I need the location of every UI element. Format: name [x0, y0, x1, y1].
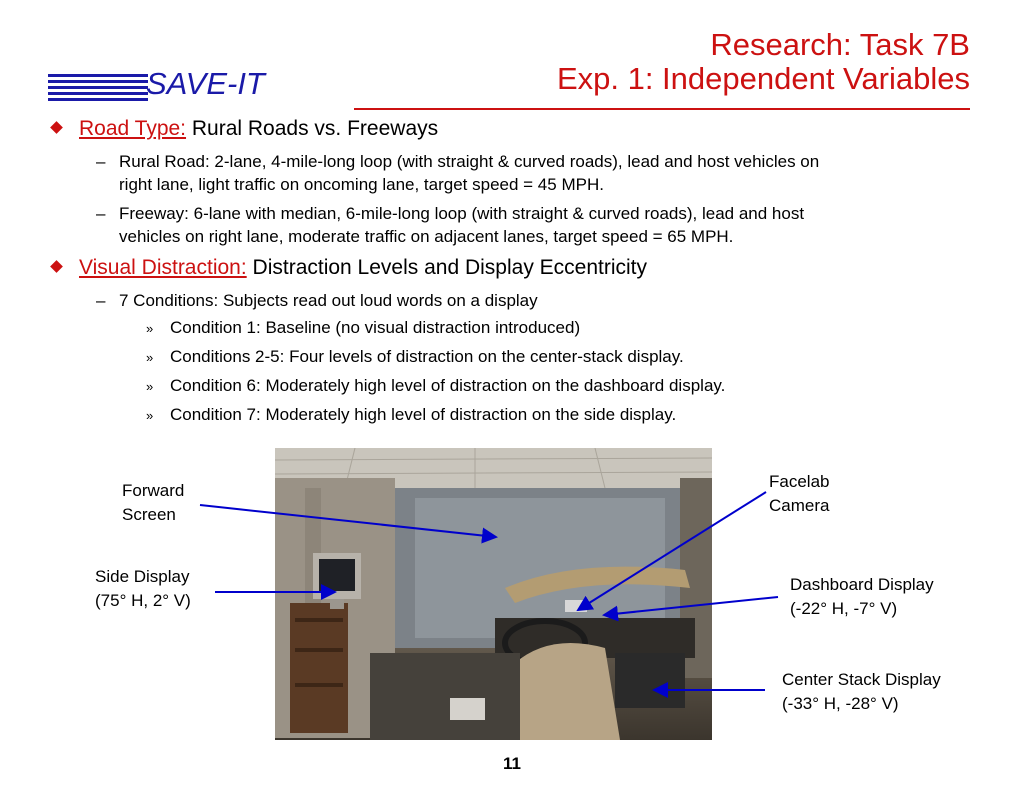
chevron-bullet-icon: »	[146, 408, 154, 423]
label-line: (75° H, 2° V)	[95, 591, 191, 610]
facelab-camera-arrow	[578, 492, 766, 610]
label-side-display	[95, 565, 191, 613]
label-line: Side Display	[95, 567, 190, 586]
label-forward-screen	[122, 479, 184, 527]
dash-bullet-icon: –	[96, 291, 106, 310]
dashboard-display-arrow	[604, 597, 778, 615]
label-facelab-camera	[769, 470, 829, 518]
chevron-bullet-icon: »	[146, 350, 154, 365]
label-line: Facelab	[769, 472, 830, 491]
label-line: Camera	[769, 496, 830, 515]
bullet-category: Visual Distraction:	[79, 256, 247, 279]
label-center-stack-display	[782, 668, 941, 716]
chevron-bullet-icon: »	[146, 379, 154, 394]
condition-text: Conditions 2-5: Four levels of distraction on the center-stack display.	[170, 347, 684, 366]
label-line: (-33° H, -28° V)	[782, 694, 899, 713]
bullet-text: Distraction Levels and Display Eccentricity	[252, 256, 648, 279]
sub-bullet-line: right lane, light traffic on oncoming lane, target speed = 45 MPH.	[119, 175, 604, 194]
logo-text: SAVE-IT	[146, 66, 265, 101]
title-line-2: Exp. 1: Independent Variables	[556, 61, 970, 96]
label-line: (-22° H, -7° V)	[790, 599, 898, 618]
dash-bullet-icon: –	[96, 204, 106, 223]
sub-bullet-line: 7 Conditions: Subjects read out loud words on a display	[119, 291, 538, 310]
page-number: 11	[503, 754, 521, 773]
condition-text: Condition 7: Moderately high level of distraction on the side display.	[170, 405, 677, 424]
forward-screen-arrow	[200, 505, 496, 537]
dash-bullet-icon: –	[96, 152, 106, 171]
condition-text: Condition 6: Moderately high level of distraction on the dashboard display.	[170, 376, 726, 395]
label-dashboard-display	[790, 573, 934, 621]
bullet-category: Road Type:	[79, 117, 187, 140]
sub-bullet-line: vehicles on right lane, moderate traffic on adjacent lanes, target speed = 65 MPH.	[119, 227, 734, 246]
label-line: Forward	[122, 481, 185, 500]
sub-bullet-line: Freeway: 6-lane with median, 6-mile-long loop (with straight & curved roads), lead and host	[119, 204, 805, 223]
label-line: Dashboard Display	[790, 575, 934, 594]
condition-text: Condition 1: Baseline (no visual distraction introduced)	[170, 318, 581, 337]
label-line: Center Stack Display	[782, 670, 941, 689]
sub-bullet-line: Rural Road: 2-lane, 4-mile-long loop (with straight & curved roads), lead and host vehicles on	[119, 152, 820, 171]
label-line: Screen	[122, 505, 176, 524]
bullet-text: Rural Roads vs. Freeways	[191, 117, 439, 140]
chevron-bullet-icon: »	[146, 321, 154, 336]
title-line-1: Research: Task 7B	[710, 27, 970, 62]
